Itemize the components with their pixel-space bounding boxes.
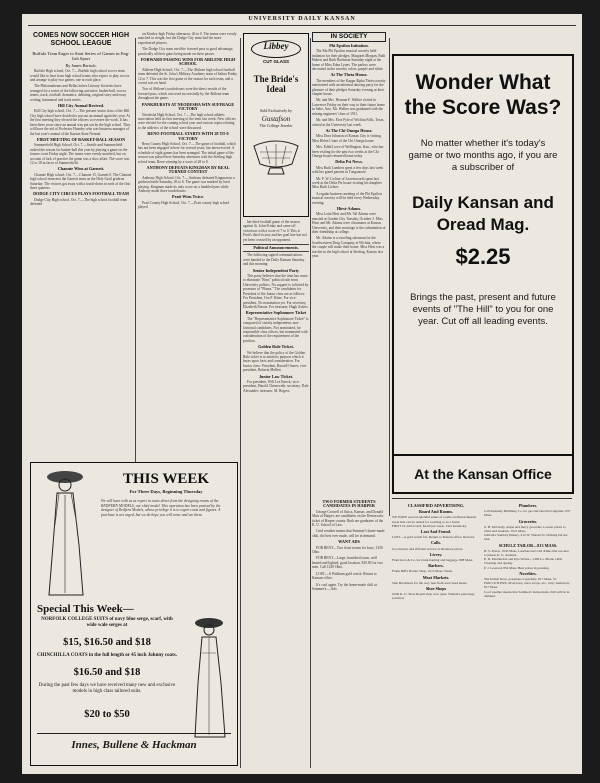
chinchilla-text: CHINCHILLA COATS in the full length or 45 inch Johnny coats. [37,653,177,658]
politics-header: Political Announcements. [243,244,309,252]
libbey-logo: Libbey [251,40,301,58]
score-footer: At the Kansan Office [394,454,572,492]
column-sports: on Kinsley high Friday afternoon, 26 to 0. The teams were evenly matched in weight, but the Dodge City team had the more experienced players. The Dodge City team used the forward pass to good advantage, practically all their gains being made on these passes. FORWARD PASSING WINS FOR ABILENE HIGH SCHOOL Abilene High School, Oct. 7.—The Abilene high school football team defeated the St. John's Military Academy team of Salina Friday, 12 to 7. This was the first game of the season for each team, and a crowd was on hand. Two of Abilene's touchdowns were the direct results of the forward pass, which was used successfully by the Abilene team throughout the game. PANKHURSTS AT NEODESHA WIN SUFFRAGE VICTORY Neodesha High School, Oct. 7.—The high school athletic association held its first meeting of the term last week. New officers were elected for the coming school year and various topics relating to the athletics of the school were discussed. RENO FOOTBALL STARTS WITH 28 TO 0 VICTORY Reno County High School, Oct. 7.—The game of football, which has not been engaged in here for several years, has been revived. A schedule of eight games has been arranged. The initial game of the season was played here Saturday afternoon with the Sterling high school team, Reno winning by a score of 28 to 0. ANTHONY DEFEATS KINGMAN BY REAL TURNED CONTEST Anthony High School, Oct. 7.—Anthony defeated Kingman in a gridiron battle Saturday, 26 to 6. The game was marked by hard playing. Kingman made its only score on a fumbled pass while Anthony made three touchdowns. Pratt Wins Twice. Pratt County High School, Oct. 7.—Pratt county high school played [138,32,238,210]
kansan-subscription-ad [392,54,574,494]
cat-schulz: SCHULZ TAILOR—813 MASS. [498,542,558,548]
soccer-body: Buffalo High school, Oct. 7.—Buffalo high school soccer team would like to hear from high school teams who expect to play soccer, and arrange to play two games, one at each place. [30,69,130,83]
golden-rule-subhead: Golden Rule Ticket. [258,344,294,350]
cat-shoe: Shoe Shops [425,586,447,592]
column-society: IN SOCIETY Phi Epsilon Initiation. The Mu Phi Epsilon musical sorority held initiation for their pledges, Margaret Morgan, Ruth Hubert and Ruth Bachman Saturday night at the home of Miss Edna Lyons. The parlors were decorated in the sorority colors, purple and white. At The Theta House. The members of the Kappa Alpha Theta sorority entertained with an informal dancing party for the pleasure of their pledges Saturday evening at their chapter house. Mr. and Mrs. Herman F. Walker visited in Lawrence Friday on their way to their future home in Sabo, Ariz. Mr. Walker was graduated with the mining engineers' class of 1911. Mr. and Mrs. Elva Pyle of Wichita Falls, Texas, visited at the University last week. At The Chi Omega House. Miss Dora Johnson of Kansas City is visiting Miss Helen Crane of the Chi Omega house. Mrs. Edith Lowe of Wellington, Kan., who has been visiting for the past two weeks at the Chi Omega house returned home today. Delta Psi News. Miss Ruth Lambert spent a few days last week with her grand parents in Tonganoxie. Mr. F. W. Lichter of Leavenworth spent last week at the Delta Psi house visiting his daughter Miss Ruth Lichter. A regular business meeting of the Phi Epsilon musical sorority will be held every Wednesday evening. Hirst-Adams. Miss Lotta Hirst and Mr. Val Adams were married at Garden City Tuesday, October 3. Miss Hirst and Mr. Adams were classmates at Kansas University, and their marriage is the culmination of their friendship at college. Mr. Adams is a traveling salesman for the Southwestern Drug Company at Wichita, where the couple will make their home. Miss Hirst was a teacher in the high school at Sterling, Kansas last year. [312,33,386,259]
special-heading: Special This Week— [37,603,134,615]
cat-plumbers: Plumbers. [518,503,538,508]
classified-rule [392,498,572,499]
score-body2: Brings the past, present and future events of "The Hill" to you for one year. Cut off all leading events. [410,292,556,327]
score-headline: Wonder What the Score Was? [404,71,562,119]
theta-subhead: At The Theta House. [330,72,368,78]
this-week-ad [30,462,238,766]
closing-text: During the past few days we have received many new and exclusive models in high class tailored suits. [38,683,176,694]
closing-prices: $20 to $50 [84,709,130,720]
society-header: IN SOCIETY [312,32,386,42]
libbey-sold-text: Sold Exclusively by [259,108,293,113]
classified-column-right: Plumbers. Call Kennedy Plumbing Co. for gas and electrical supplies. 937 Mass. Groceries. S. H. McCurdy, staple and fancy groceries. Lowest prices to clubs and students. 1021 Mass. Gilliam's Sanitary Bakery. 412 W. Warren St. Nothing but the best. SCHULZ TAILOR—813 MASS. H. S. Ponce, 1043 Mass. Lunches and cold drinks that are sure to please K. U. students. E. D. Pendlerdon and Dye Works—1400 La. Phone 1469. Cleaning and dyeing. P. J. Leonard, 834 Mass. Best prices in pressing. Novelties. The Indian Store, possesses a specialty, 817 Mass. St. FOR CUTLERY, silverware, razor strops, etc., Jerry Anderson, 817 Mass. Cool weather means that Sommer's home-made chili will be in demand. [484,503,571,598]
column-divider-3 [310,38,311,768]
hirst-adams-subhead: Hirst-Adams. [336,206,362,211]
cat-livery: Livery. [429,551,443,557]
cat-meat: Meat Markets. [422,574,450,580]
soccer-headline: COMES NOW SOCCER HIGH SCHOOL LEAGUE [32,32,130,47]
delta-psi-subhead: Delta Psi News. [335,159,363,165]
cat-board: Board And Rooms. [418,509,454,515]
soccer-byline: By James Bartsch. [65,62,97,68]
column-soccer: COMES NOW SOCCER HIGH SCHOOL LEAGUE Buffalo Tram Eager to Start Series of Games in Eng-lish Sport By James Bartsch. Buffalo High school, Oct. 7.—Buffalo high school soccer team would like to hear from high school teams who expect to play soccer, and arrange to play two games, one at each place. The Philomatheans and Bellas lettres Literary Societies have arranged for a series of the following activities: basket-ball, soccer, tennis, track, football, dramatics, debating, original story and essay writing, intramural and track meets. Hill City Annual Revived. Hill City high school, Oct. 7.—The present senior class of the Hill City high school have decided to put out an annual again this year. At the first meeting they elected the officers to oversee the work. It has been three years since an annual was put out by the high school. They will have the aid of Professor Hoardry who was business manager of the last year's annual of the Kansas State Normal. FIRST MEETING OF BASKET-BALL SEASON Summerfield High School, Oct. 7.—Seattle and Summerfield rushed the season for basket-ball this year by playing a game on the former court Friday night. The teams were evenly matched, but on account of lack of practice the game was a slow affair. The score was 12 to 18 in favor of Summerfield. Chanute Wins at Garnett. Chanute High school, Oct. 7.—Chanute 15, Garnett 0. The Chanute high school team met the Garnett team on the Holy Grail gridiron Saturday. The visitors got away with a touch-down in each of the first three quarters. DODGE CITY CIRCUS PLAYS FOOTBALL TEAM Dodge City High school, Oct. 7.—The high school football team defeated [30,32,132,207]
neodesha-subhead: PANKHURSTS AT NEODESHA WIN SUFFRAGE VICTORY [141,101,235,112]
masthead-rule [28,25,576,26]
sophomore-subhead: Representative Sophomore Ticket [245,310,307,316]
cat-calls: Calls. [430,540,442,546]
column-divider-1 [135,38,136,470]
hill-city-subhead: Hill City Annual Revived. [57,103,105,109]
chinchilla-prices: $16.50 and $18 [73,667,141,678]
newspaper-page [22,14,582,774]
score-paper: Daily Kansan and Oread Mag. [412,193,554,234]
store-signature: Innes, Bullene & Hackman [37,733,231,752]
cut-glass-bowl-illustration [248,134,304,178]
classified-column-left: CLASSIFIED ADVERTISING. Board And Rooms. WE HAVE several splendid suites of rooms on Massachusetts street that can be rented for rooming or as a home. FIRST CLASS board, $4.00 per week. 1341 Kentucky. Lost And Found. LOST—A gold watch fob. Return to Kansan office. Reward. Calls. Good meals and efficient service at moderate prices. Livery. Franciscos & Co. for trunk hauling and baggage, 808 Mass. Barbers. Frank Biff's Barber Shop, 1015 Mass. Street. Meat Markets. Sam Bredehorn for the very best fresh and cured meats. Shoe Shops OUR K. U. Shoe Repair shop now open. Student's patronage solicited. [392,502,480,768]
special-body: NORFOLK COLLEGE SUITS of navy blue serge, scarf, with wide wale serges at [41,617,173,628]
phi-epsilon-subhead: Phi Epsilon Initiation. [329,43,369,48]
libbey-tagline: The Bride's Ideal [253,74,299,94]
column-divider-4 [389,38,390,516]
woman-in-suit-illustration [187,613,233,743]
classified-header: CLASSIFIED ADVERTISING. [407,503,465,508]
soccer-subhead: Buffalo Tram Eager to Start Series of Games in Eng-lish Sport [32,51,130,62]
score-body1: No matter whether it's today's game or two months ago, if you are a subscriber of [408,138,558,173]
want-ads-subhead: WANT ADS [338,539,360,545]
score-price: $2.25 [455,244,511,269]
column-want-ads: TWO FORMER STUDENTS CANDIDATES IN HARPER George Crowell of Attica, Kansas, and Donald Muir of Harper, are candidates on the Democratic ticket of Harper county. Both are graduates of the K. U. School of Law. Card weather means that Sommer's home-made chili, the best ever made, will be in demand. WANT ADS FOR RENT—Two front rooms for boys, 1330 Ohio. FOR RENT—Large, furnished room, well heated and lighted, good location. $10.00 for two men. Call 1249 Ohio. LOST—A Waltham gold watch. Return to Kansan office. It's cool again. Try the home-made chili at Sommer's.—Adv. [312,499,385,591]
abilene-subhead: FORWARD PASSING WINS FOR ABILENE HIGH SCHOOL [140,57,236,67]
libbey-ad [243,33,309,217]
chi-omega-subhead: At The Chi Omega House. [325,127,373,133]
special-prices: $15, $16.50 and $18 [63,637,151,648]
harper-subhead: TWO FORMER STUDENTS CANDIDATES IN HARPER [322,499,376,509]
libbey-seller: Gustafson [261,115,291,123]
masthead: UNIVERSITY DAILY KANSAN [248,16,356,22]
cat-lost: Lost And Found. [420,529,452,535]
sports-intro: on Kinsley high Friday afternoon, 26 to 0. The teams were evenly matched in weight, but the Dodge City team had the more experienced players. [138,32,237,45]
libbey-line1: CUT GLASS [262,59,289,64]
dodge-subhead: DODGE CITY CIRCUS PLAYS FOOTBALL TEAM [33,191,129,197]
anthony-subhead: ANTHONY DEFEATS KINGMAN BY REAL TURNED CONTEST [146,164,230,175]
cat-barbers: Barbers. [428,563,444,569]
this-week-intro: We will have with us as expert in coats direct from the designing rooms of the REDFERN MODELS, our chief model. This operation has been praised by the designer of Redfern Models, whose privilege it is to regret coats and figures. A purchase is not urged, but we do hope you will come and see them. [101,499,221,517]
pratt-subhead: Pratt Wins Twice. [172,194,204,200]
cat-novelties: Novelties. [519,570,537,576]
reno-subhead: RENO FOOTBALL STARTS WITH 28 TO 0 VICTORY [147,131,229,141]
this-week-title: THIS WEEK [122,471,209,487]
column-politics: her third football game of the season against St. John Friday and came off victorious with a score of 7 to 0. This is Pratt's third victory and her goal line has not yet been crossed by an opponent. Political Announcements. The following signed communications were handed to the Daily Kansan Saturday and this morning: Senior Independent Party This party believes that the time has come to eliminate "Boss" political rule from University politics. No support is solicited by promises of "Plums." The candidates for President of the Junior class are as follows: For President, Ora F. Kline. For vice-president, No nomination yet. For secretary, Elizabeth Finson. For treasurer, Hugh Askew. Representative Sophomore Ticket The "Representative Sophomore Ticket" is composed of strictly independent, non-factional candidates. Not nominated, for responsible class offices, but nominated with consideration of the requirement of the position. Golden Rule Ticket. We believe that the policy of the Golden Rule ticket is to attain its purpose which it bases upon facts and consideration. For Junior class: President, Russell Osmer; vice-president, Roberta Mellett. Junior Law Ticket. For president, Will Lee Emick; vice-president, Harold Chenoweth; secretary, Dale Alexander; treasurer, M. Rogers. [243,220,309,393]
woman-in-coat-illustration [35,465,97,605]
junior-law-subhead: Junior Law Ticket. [258,373,294,379]
cat-groceries: Groceries. [518,518,538,524]
libbey-seller-sub: The College Jeweler [259,123,293,128]
basketball-subhead: FIRST MEETING OF BASKET-BALL SEASON [36,136,126,142]
senior-independent-subhead: Senior Independent Party [252,267,300,273]
this-week-subtitle: For Three Days, Beginning Thursday [129,489,203,494]
chanute-subhead: Chanute Wins at Garnett. [57,166,105,172]
column-divider-2 [240,38,241,768]
